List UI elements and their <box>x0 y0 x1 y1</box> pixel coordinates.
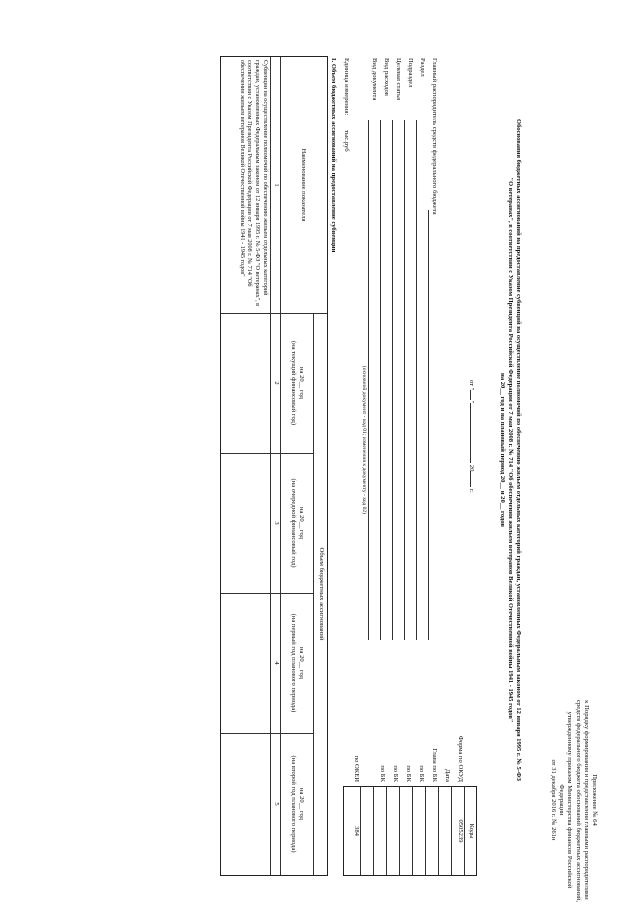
field-document-type: Вид документа <box>371 58 378 101</box>
col-year: на 20__ год <box>298 647 305 679</box>
col-num-2: 2 <box>273 381 280 385</box>
code-label: Дата <box>444 768 451 782</box>
date-line <box>467 380 475 580</box>
document-title <box>498 60 522 840</box>
codes-header: Коды <box>468 823 475 839</box>
code-label: по ОКЕИ <box>353 755 360 782</box>
field-section: Раздел <box>419 58 426 77</box>
date-prefix: от " <box>468 380 475 391</box>
col-num-5: 5 <box>273 802 280 806</box>
col-header-plan1 <box>289 593 305 733</box>
appendix-line: средств федерального бюджета обоснований бюджетных ассигнований, <box>574 700 582 903</box>
col-header-indicator: Наименование показателя <box>300 148 307 222</box>
col-header-current-year <box>289 313 305 453</box>
field-chief-manager: Главный распорядитель средств федерального бюджета <box>431 58 438 215</box>
codes-box <box>343 786 477 876</box>
appendix-line: Федерации <box>558 784 566 816</box>
date-suffix: г. <box>468 489 475 493</box>
field-subsection: Подраздел <box>407 58 414 88</box>
appendix-line: от 31 декабря 2016 г. № 261н <box>549 759 557 841</box>
code-value-okud: 0505239 <box>457 819 464 843</box>
title-line: Обоснования бюджетных ассигнований на предоставление субвенций на осуществление полномочий по обеспечению жильем отдельных категорий граждан, установленных Федеральным законом от 12 января 1995 г. № 5-ФЗ <box>515 119 522 781</box>
table-row-label: Субвенции на осуществление полномочий по обеспечению жильем отдельных категорий граждан, установленных Федеральным законом от 12 января 1995 г. № 5-ФЗ "О ветеранах", в соответствии с Указом Президента Российской Федерации от 7 мая 2008 г. № 714 "Об обеспечении жильем ветеранов Великой Отечественной войны 1941 - 1945 годов" <box>238 60 269 307</box>
title-line: на 20__ год и на плановый период 20__ и 20__ годов <box>498 373 506 527</box>
date-year: 20 <box>468 464 475 472</box>
unit-value: тыс.руб <box>343 130 350 152</box>
title-line: "О ветеранах", в соответствии с Указом Президента Российской Федерации от 7 мая 2008 г. № 714 "Об обеспечении жильем ветеранов Великой Отечественной войны 1941 - 1945 годов" <box>506 177 514 723</box>
col-desc: (на первый год планового периода) <box>289 613 297 713</box>
col-desc: (на второй год планового периода) <box>289 755 297 853</box>
group-header: Объем бюджетных ассигнований <box>318 547 325 641</box>
col-num-1: 1 <box>273 183 280 187</box>
col-year: на 20__ год <box>298 507 305 539</box>
col-desc: (на текущий финансовый год) <box>289 340 297 426</box>
col-header-plan2 <box>289 733 305 875</box>
date-quote: " <box>468 400 475 404</box>
budget-table <box>220 56 328 876</box>
document-type-hint: (основной документ - код 01; изменения к документу - код 02) <box>361 365 367 515</box>
code-label: по БК <box>405 765 412 782</box>
field-target-article: Целевая статья <box>395 58 402 101</box>
code-value-okei: 384 <box>353 826 360 836</box>
appendix-line: к Порядку формирования и представления главными распорядителями <box>582 700 590 900</box>
code-label: по БК <box>392 765 399 782</box>
code-label: по БК <box>418 765 425 782</box>
appendix-line: утвержденному приказом Министерства финансов Российской <box>566 711 574 889</box>
code-label: Форма по ОКУД <box>457 735 464 782</box>
code-label: Глава по БК <box>431 748 438 782</box>
section1-title: I. Объем бюджетных ассигнований на предоставление субвенции <box>330 58 337 253</box>
col-header-next-year <box>289 453 305 593</box>
code-label: по БК <box>379 765 386 782</box>
col-num-3: 3 <box>273 521 280 525</box>
field-expense-type: Вид расходов <box>383 58 390 96</box>
code-label <box>360 700 373 782</box>
unit-label: Единица измерения: <box>343 58 350 116</box>
codes-labels <box>347 700 464 782</box>
col-desc: (на очередной финансовый год) <box>289 478 297 568</box>
col-year: на 20__ год <box>298 367 305 399</box>
appendix-block <box>549 700 598 903</box>
col-year: на 20__ год <box>298 788 305 820</box>
col-num-4: 4 <box>273 661 280 665</box>
appendix-title: Приложение № 64 <box>591 774 598 826</box>
